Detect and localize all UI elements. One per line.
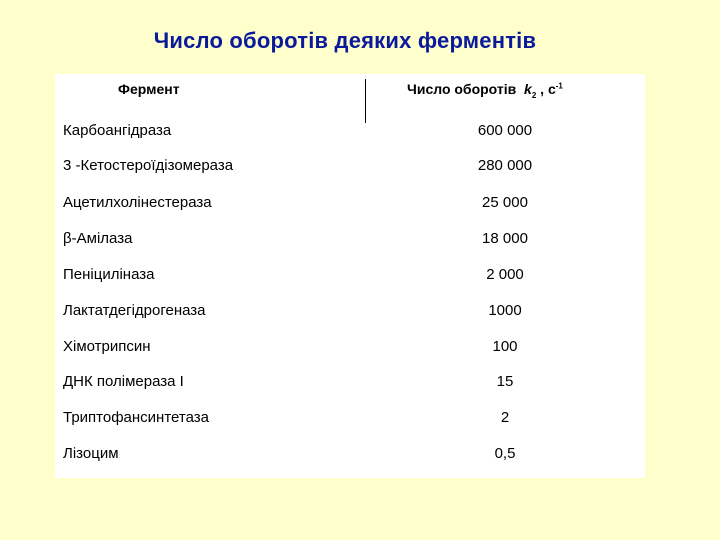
header-unit: с xyxy=(547,81,556,97)
table-row xyxy=(55,373,645,403)
enzyme-name: ДНК полімераза I xyxy=(63,373,184,390)
enzyme-name: Пеніциліназа xyxy=(63,266,155,283)
enzyme-name: 3 -Кетостероїдізомераза xyxy=(63,157,234,174)
table-row xyxy=(55,230,645,260)
enzyme-name: Триптофансинтетаза xyxy=(63,409,209,426)
table-row xyxy=(55,122,645,152)
header-k-symbol: k xyxy=(524,81,532,97)
turnover-value: 0,5 xyxy=(494,445,516,462)
table-row xyxy=(55,445,645,475)
column-divider xyxy=(365,79,366,123)
header-unit-superscript: -1 xyxy=(555,81,563,91)
turnover-value: 100 xyxy=(492,338,518,355)
table-header xyxy=(55,74,645,120)
turnover-value: 2 000 xyxy=(486,266,524,283)
enzyme-name: Ацетилхолінестераза xyxy=(63,194,212,211)
table-row xyxy=(55,194,645,224)
table-row xyxy=(55,266,645,296)
turnover-value: 2 xyxy=(500,409,510,426)
slide-title: Число оборотів деяких ферментів xyxy=(153,28,537,53)
table-row xyxy=(55,302,645,332)
enzyme-name: Хімотрипсин xyxy=(63,338,151,355)
enzyme-table xyxy=(55,74,645,478)
enzyme-name: β-Амілаза xyxy=(63,230,133,247)
header-k-subscript: 2 xyxy=(531,90,537,100)
table-row xyxy=(55,157,645,187)
turnover-value: 1000 xyxy=(488,302,522,319)
table-row xyxy=(55,338,645,368)
turnover-value: 600 000 xyxy=(477,122,533,139)
turnover-value: 25 000 xyxy=(482,194,528,211)
header-enzyme: Фермент xyxy=(118,81,180,97)
header-turnover xyxy=(407,81,563,100)
enzyme-name: Карбоангідраза xyxy=(63,122,172,139)
header-separator: , xyxy=(540,81,545,97)
turnover-value: 15 xyxy=(496,373,514,390)
turnover-value: 18 000 xyxy=(482,230,528,247)
enzyme-name: Лактатдегідрогеназа xyxy=(63,302,206,319)
header-turnover-label: Число оборотів xyxy=(407,81,517,97)
turnover-value: 280 000 xyxy=(477,157,533,174)
enzyme-name: Лізоцим xyxy=(63,445,119,462)
table-row xyxy=(55,409,645,439)
